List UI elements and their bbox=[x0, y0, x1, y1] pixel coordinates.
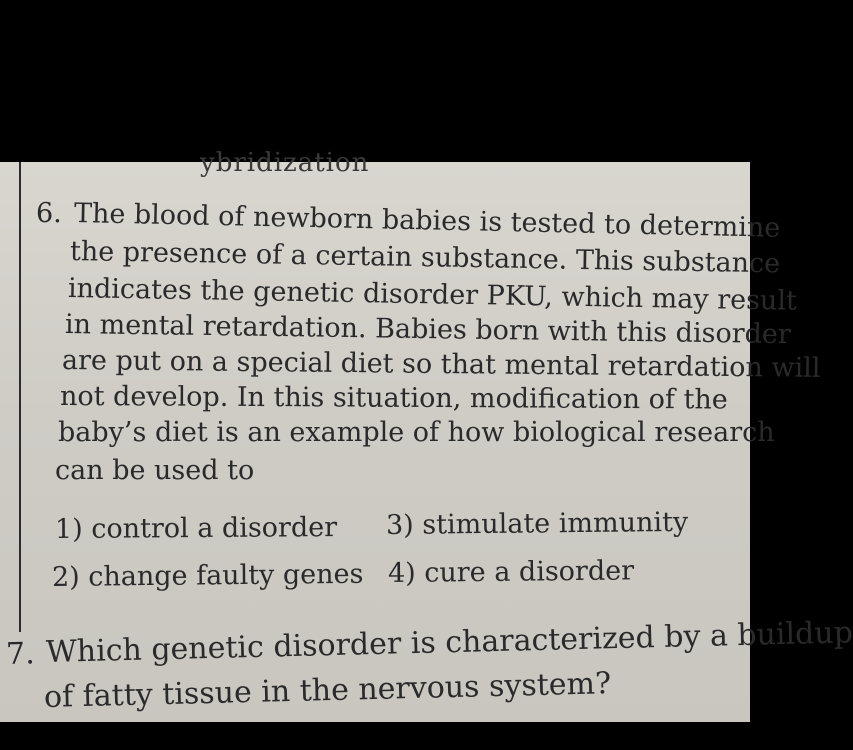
question-6-number: 6. bbox=[36, 198, 62, 229]
cut-off-previous-answer: ybridization bbox=[200, 148, 370, 178]
option-4: 4) cure a disorder bbox=[387, 555, 635, 589]
margin-line bbox=[19, 162, 21, 632]
question-7-number: 7. bbox=[5, 636, 36, 672]
option-3: 3) stimulate immunity bbox=[385, 506, 689, 541]
question-6-line-3: indicates the genetic disorder PKU, which may result bbox=[67, 273, 798, 317]
option-1: 1) control a disorder bbox=[54, 512, 338, 545]
question-7-line-1: Which genetic disorder is characterized by a buildup bbox=[45, 615, 853, 670]
question-6-line-8: can be used to bbox=[55, 455, 255, 486]
question-6-line-5: are put on a special diet so that mental retardation will bbox=[61, 345, 821, 384]
question-6-line-6: not develop. In this situation, modification of the bbox=[59, 381, 728, 416]
option-2: 2) change faulty genes bbox=[51, 558, 364, 593]
worksheet-page bbox=[0, 148, 853, 722]
question-6-line-4: in mental retardation. Babies born with this disorder bbox=[64, 309, 791, 351]
question-6-line-1: The blood of newborn babies is tested to determine bbox=[73, 198, 781, 244]
question-6-line-7: baby’s diet is an example of how biological research bbox=[58, 417, 775, 448]
question-7-line-2: of fatty tissue in the nervous system? bbox=[43, 666, 612, 715]
question-6-line-2: the presence of a certain substance. This substance bbox=[69, 236, 781, 280]
